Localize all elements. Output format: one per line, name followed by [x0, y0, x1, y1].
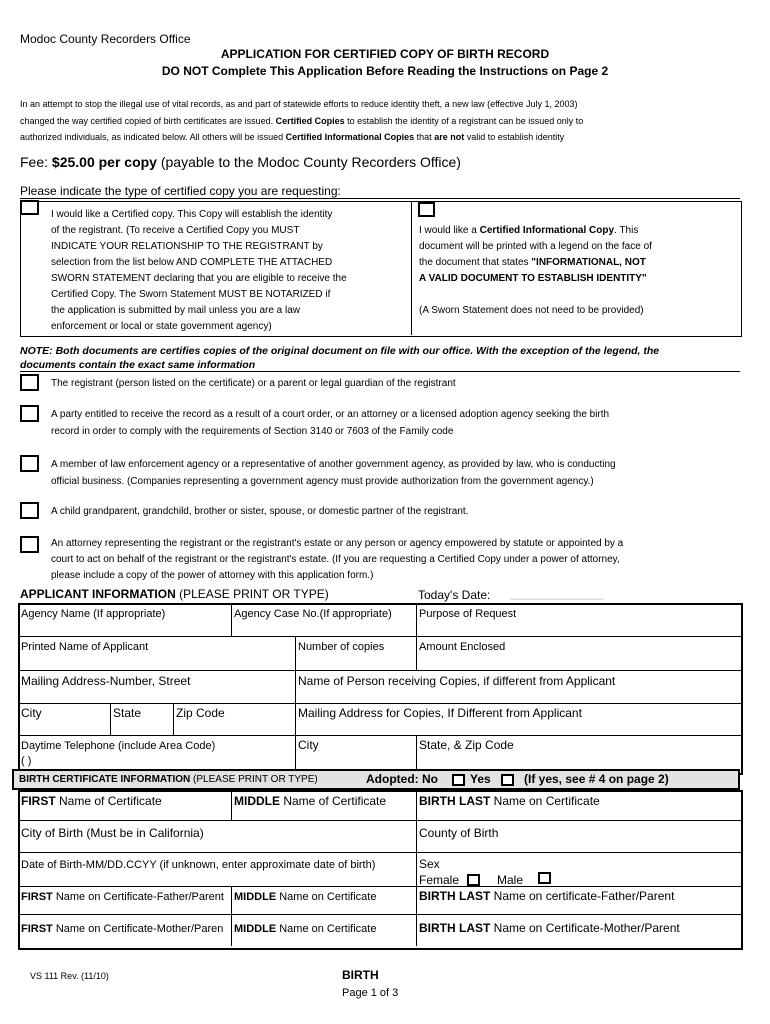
- informational-copy-description: I would like a Certified Informational Copy. This document will be printed with a legend on the face of the document that states "INFORMATIONAL, NOT A VALID DOCUMENT TO ESTABLISH IDENTITY" (A Sworn Statement does not need to be provided): [419, 225, 652, 316]
- applicant-heading: APPLICANT INFORMATION (PLEASE PRINT OR TYPE): [20, 587, 329, 601]
- mother-middle-name-field[interactable]: MIDDLE Name on Certificate: [234, 923, 377, 935]
- copy-type-divider: [411, 201, 412, 335]
- date-of-birth-field[interactable]: Date of Birth-MM/DD.CCYY (if unknown, enter approximate date of birth): [21, 859, 376, 871]
- page-number: Page 1 of 3: [342, 987, 399, 999]
- row-line: [18, 735, 741, 736]
- row-line: [18, 670, 741, 671]
- relationship-registrant-checkbox[interactable]: [20, 374, 39, 391]
- copy-type-prompt: Please indicate the type of certified copy you are requesting:: [20, 184, 341, 198]
- divider: [20, 371, 740, 372]
- todays-date-field[interactable]: ______________: [510, 586, 604, 600]
- form-warning: DO NOT Complete This Application Before Reading the Instructions on Page 2: [161, 64, 609, 78]
- certified-copy-checkbox[interactable]: [20, 200, 39, 215]
- city-of-birth-field[interactable]: City of Birth (Must be in California): [21, 826, 204, 840]
- zip-field[interactable]: Zip Code: [176, 706, 225, 720]
- sex-label: Sex: [419, 857, 440, 871]
- intro-line-3: authorized individuals, as indicated below. All others will be issued Certified Informational Copies that are not valid to establish identity: [20, 132, 565, 142]
- receiver-name-field[interactable]: Name of Person receiving Copies, if different from Applicant: [298, 674, 616, 688]
- first-name-field[interactable]: FIRST Name of Certificate: [21, 794, 162, 808]
- record-type: BIRTH: [342, 968, 379, 982]
- female-label: Female: [419, 873, 460, 887]
- form-id: VS 111 Rev. (11/10): [30, 971, 109, 981]
- intro-line-1: In an attempt to stop the illegal use of vital records, as and part of statewide efforts to reduce identity theft, a new law (effective July 1, 2003): [20, 99, 578, 109]
- office-name: Modoc County Recorders Office: [20, 32, 191, 46]
- male-label: Male: [497, 873, 524, 887]
- relationship-law-enforcement-checkbox[interactable]: [20, 455, 39, 472]
- relationship-attorney-checkbox[interactable]: [20, 536, 39, 553]
- city2-field[interactable]: City: [298, 738, 319, 752]
- relationship-attorney-label: An attorney representing the registrant or the registrant's estate or any person or agency empowered by statute or appointed by a court to act on behalf of the registrant or the registrant's estate. (If you are requesting a Certified Copy under a power of attorney, please include a copy of the power of attorney with this application form.): [51, 538, 624, 581]
- mailing-copies-field[interactable]: Mailing Address for Copies, If Different from Applicant: [298, 706, 582, 720]
- male-checkbox[interactable]: [538, 872, 551, 884]
- mailing-address-field[interactable]: Mailing Address-Number, Street: [21, 674, 191, 688]
- number-of-copies-field[interactable]: Number of copies: [298, 641, 385, 653]
- row-line: [18, 914, 741, 915]
- fee-line: Fee: $25.00 per copy (payable to the Modoc County Recorders Office): [20, 154, 461, 170]
- relationship-registrant-label: The registrant (person listed on the certificate) or a parent or legal guardian of the registrant: [51, 378, 456, 389]
- adopted-note: (If yes, see # 4 on page 2): [524, 772, 669, 786]
- middle-name-field[interactable]: MIDDLE Name of Certificate: [234, 794, 387, 808]
- relationship-family-checkbox[interactable]: [20, 502, 39, 519]
- city-field[interactable]: City: [21, 706, 42, 720]
- intro-line-2: changed the way certified copied of birth certificates are issued. Certified Copies to establish the identity of a registrant can be issued only to: [20, 116, 584, 126]
- informational-copy-checkbox[interactable]: [418, 202, 435, 217]
- note: NOTE: Both documents are certifies copies of the original document on file with our office. With the exception of the legend, the documents contain the exact same information: [20, 345, 660, 371]
- state-zip-field[interactable]: State, & Zip Code: [419, 738, 514, 752]
- father-first-name-field[interactable]: FIRST Name on Certificate-Father/Parent: [21, 891, 224, 903]
- adopted-yes-checkbox[interactable]: [501, 774, 514, 786]
- col-line: [231, 790, 232, 820]
- col-line: [416, 790, 417, 946]
- row-line: [18, 886, 741, 887]
- col-line: [231, 886, 232, 946]
- birth-heading: BIRTH CERTIFICATE INFORMATION (PLEASE PRINT OR TYPE): [19, 774, 318, 785]
- county-of-birth-field[interactable]: County of Birth: [419, 826, 499, 840]
- col-line: [416, 735, 417, 771]
- last-name-field[interactable]: BIRTH LAST Name on Certificate: [419, 794, 600, 808]
- relationship-court-order-checkbox[interactable]: [20, 405, 39, 422]
- state-field[interactable]: State: [113, 706, 142, 720]
- todays-date-label: Today's Date:: [418, 588, 491, 602]
- female-checkbox[interactable]: [467, 874, 480, 886]
- relationship-family-label: A child grandparent, grandchild, brother or sister, spouse, or domestic partner of the registrant.: [51, 506, 469, 517]
- amount-enclosed-field[interactable]: Amount Enclosed: [419, 641, 506, 653]
- mother-first-name-field[interactable]: FIRST Name on Certificate-Mother/Paren: [21, 923, 224, 935]
- adopted-no-checkbox[interactable]: [452, 774, 465, 786]
- mother-last-name-field[interactable]: BIRTH LAST Name on Certificate-Mother/Parent: [419, 921, 680, 935]
- certified-copy-description: I would like a Certified copy. This Copy will establish the identity of the registrant. (To receive a Certified Copy you MUST INDICATE YOUR RELATIONSHIP TO THE REGISTRANT by selection from the list below AND COMPLETE THE ATTACHED SWORN STATEMENT declaring that you are eligible to receive the Certified Copy. The Sworn Statement MUST BE NOTARIZED if the application is submitted by mail unless you are a law enforcement or local or state government agency): [51, 209, 347, 332]
- col-line: [231, 603, 232, 636]
- col-line: [110, 703, 111, 735]
- agency-name-field[interactable]: Agency Name (If appropriate): [21, 608, 166, 620]
- row-line: [18, 820, 741, 821]
- adopted-no-label: Adopted: No: [366, 772, 438, 786]
- col-line: [173, 703, 174, 735]
- adopted-yes-label: Yes: [470, 772, 491, 786]
- row-line: [18, 636, 741, 637]
- phone-field[interactable]: Daytime Telephone (include Area Code) ( ): [21, 740, 216, 767]
- relationship-court-order-label: A party entitled to receive the record as a result of a court order, or an attorney or a licensed adoption agency seeking the birth record in order to comply with the requirements of Section 3140 or 7603 of the Family code: [51, 409, 610, 437]
- father-middle-name-field[interactable]: MIDDLE Name on Certificate: [234, 891, 377, 903]
- col-line: [295, 636, 296, 771]
- purpose-field[interactable]: Purpose of Request: [419, 608, 517, 620]
- col-line: [416, 603, 417, 670]
- form-title: APPLICATION FOR CERTIFIED COPY OF BIRTH RECORD: [220, 47, 550, 61]
- relationship-law-enforcement-label: A member of law enforcement agency or a representative of another government agency, as provided by law, who is conducting official business. (Companies representing a government agency must provide authorization from the government agency.): [51, 459, 616, 487]
- father-last-name-field[interactable]: BIRTH LAST Name on certificate-Father/Parent: [419, 889, 675, 903]
- printed-name-field[interactable]: Printed Name of Applicant: [21, 641, 149, 653]
- divider: [20, 198, 740, 199]
- row-line: [18, 703, 741, 704]
- row-line: [18, 852, 741, 853]
- agency-case-field[interactable]: Agency Case No.(If appropriate): [234, 608, 392, 620]
